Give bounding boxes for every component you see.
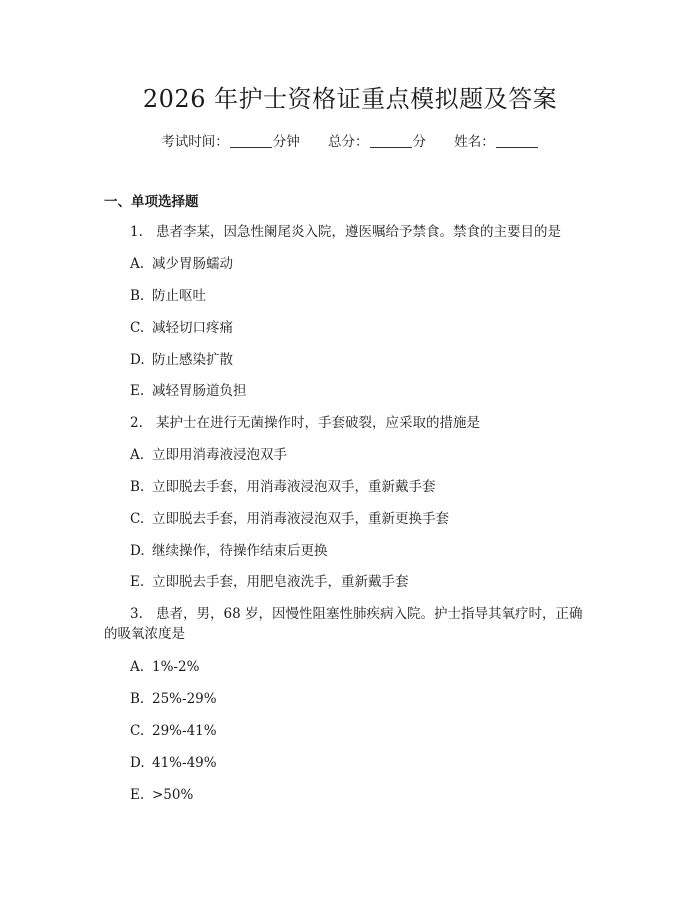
option-text: >50% xyxy=(152,787,194,803)
option-text: 立即脱去手套，用肥皂液洗手，重新戴手套 xyxy=(152,574,409,590)
question-3 xyxy=(130,604,582,624)
question-text: 患者，男，68 岁，因慢性阻塞性肺疾病入院。护士指导其氧疗时，正确 xyxy=(156,606,583,622)
exam-time-unit: 分钟 xyxy=(272,134,300,150)
option-2d xyxy=(130,541,328,561)
page-title: 2026 年护士资格证重点模拟题及答案 xyxy=(142,85,558,113)
option-text: 减少胃肠蠕动 xyxy=(152,256,233,272)
option-1b xyxy=(130,286,206,306)
name-blank[interactable] xyxy=(496,133,538,148)
option-letter: D. xyxy=(130,755,145,771)
option-2b xyxy=(130,477,436,497)
option-3c xyxy=(130,721,217,741)
option-text: 防止感染扩散 xyxy=(152,352,233,368)
section-heading: 一、单项选择题 xyxy=(104,194,199,210)
total-score-blank[interactable] xyxy=(370,133,412,148)
option-text: 29%-41% xyxy=(152,723,217,739)
option-letter: B. xyxy=(130,479,145,495)
question-1 xyxy=(130,222,561,242)
name-label: 姓名： xyxy=(454,134,495,150)
option-text: 立即用消毒液浸泡双手 xyxy=(152,447,287,463)
option-3d xyxy=(130,753,217,773)
option-text: 立即脱去手套，用消毒液浸泡双手，重新更换手套 xyxy=(152,511,449,527)
exam-info-row xyxy=(0,132,700,152)
option-2e xyxy=(130,572,409,592)
option-letter: B. xyxy=(130,691,145,707)
option-text: 减轻胃肠道负担 xyxy=(152,383,247,399)
option-letter: C. xyxy=(130,511,145,527)
option-letter: B. xyxy=(130,288,145,304)
option-letter: D. xyxy=(130,352,145,368)
name-field xyxy=(454,132,539,152)
question-number: 2. xyxy=(130,415,143,431)
option-letter: C. xyxy=(130,320,145,336)
option-text: 1%-2% xyxy=(152,659,200,675)
option-1c xyxy=(130,318,233,338)
question-text: 患者李某，因急性阑尾炎入院，遵医嘱给予禁食。禁食的主要目的是 xyxy=(156,224,561,240)
option-letter: D. xyxy=(130,543,145,559)
question-number: 3. xyxy=(130,606,143,622)
option-letter: A. xyxy=(130,447,145,463)
total-score-field xyxy=(328,132,426,152)
option-1e xyxy=(130,381,247,401)
option-2c xyxy=(130,509,449,529)
option-text: 25%-29% xyxy=(152,691,217,707)
option-text: 防止呕吐 xyxy=(152,288,206,304)
option-3e xyxy=(130,785,193,805)
option-text: 继续操作，待操作结束后更换 xyxy=(152,543,328,559)
exam-time-field xyxy=(161,132,300,152)
question-2 xyxy=(130,413,480,433)
option-letter: E. xyxy=(130,787,145,803)
option-letter: E. xyxy=(130,383,145,399)
option-letter: E. xyxy=(130,574,145,590)
question-text: 某护士在进行无菌操作时，手套破裂，应采取的措施是 xyxy=(156,415,480,431)
total-score-label: 总分： xyxy=(328,134,369,150)
option-letter: A. xyxy=(130,659,145,675)
question-number: 1. xyxy=(130,224,143,240)
option-2a xyxy=(130,445,287,465)
option-1a xyxy=(130,254,233,274)
exam-time-label: 考试时间： xyxy=(161,134,229,150)
option-letter: A. xyxy=(130,256,145,272)
option-text: 减轻切口疼痛 xyxy=(152,320,233,336)
total-score-unit: 分 xyxy=(412,134,426,150)
option-text: 41%-49% xyxy=(152,755,217,771)
question-3-continuation: 的吸氧浓度是 xyxy=(104,626,185,642)
option-3b xyxy=(130,689,217,709)
option-text: 立即脱去手套，用消毒液浸泡双手，重新戴手套 xyxy=(152,479,436,495)
option-letter: C. xyxy=(130,723,145,739)
option-3a xyxy=(130,657,199,677)
exam-time-blank[interactable] xyxy=(230,133,272,148)
option-1d xyxy=(130,350,233,370)
